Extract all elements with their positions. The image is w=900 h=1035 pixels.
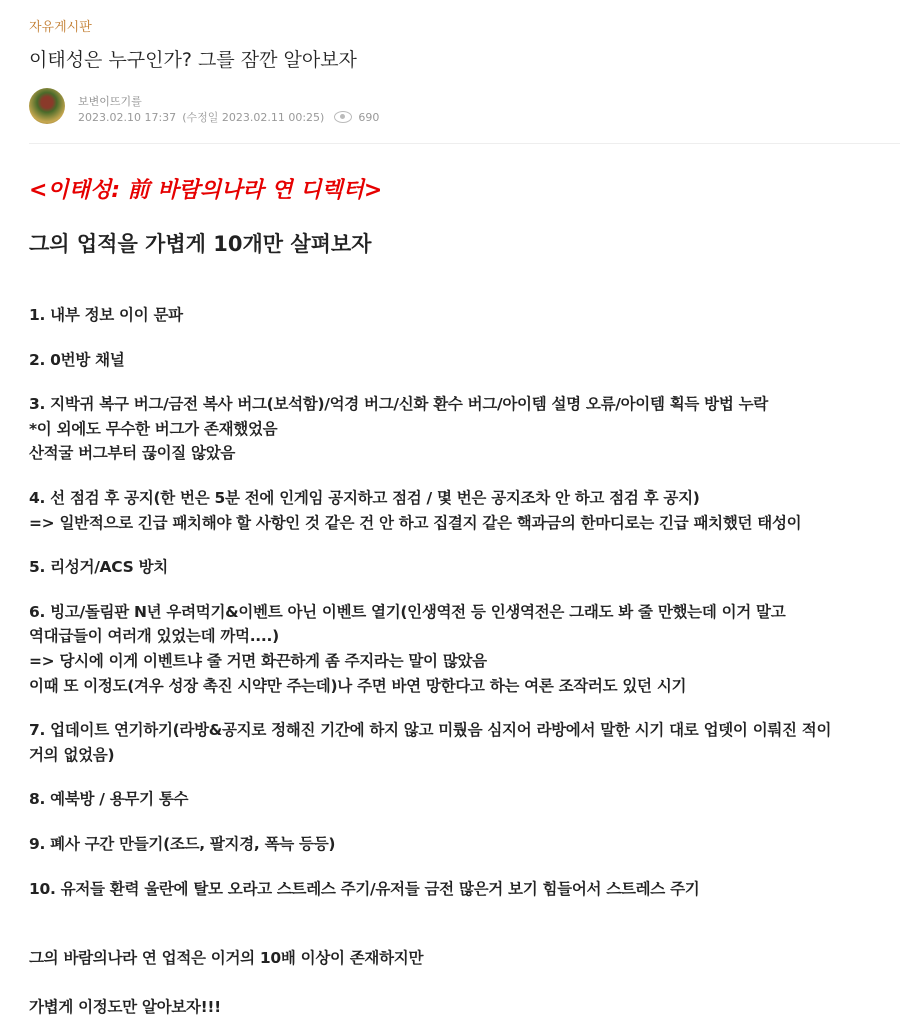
item-line: 6. 빙고/돌림판 N년 우려먹기&이벤트 아닌 이벤트 열기(인생역전 등 인생역전은 그래도 봐 줄 만했는데 이거 말고 — [29, 602, 786, 621]
item-line: => 당시에 이게 이벤트냐 줄 거면 화끈하게 좀 주지라는 말이 많았음 — [29, 651, 487, 670]
achievement-item — [29, 555, 889, 580]
item-line: 2. 0번방 채널 — [29, 350, 125, 369]
edited-date: (수정일 2023.02.11 00:25) — [182, 111, 325, 124]
item-line: 8. 예북방 / 용무기 통수 — [29, 790, 189, 809]
item-line: 3. 지박귀 복구 버그/금전 복사 버그(보석함)/억경 버그/신화 환수 버그/아이템 설명 오류/아이템 획득 방법 누락 — [29, 395, 768, 414]
item-line: 이때 또 이정도(겨우 성장 촉진 시약만 주는데)나 주면 바연 망한다고 하는 여론 조작러도 있던 시기 — [29, 676, 687, 695]
achievement-item — [29, 600, 889, 698]
item-line: 1. 내부 정보 이이 문파 — [29, 306, 183, 324]
item-line: 산적굴 버그부터 끊이질 않았음 — [29, 444, 236, 463]
achievement-item — [29, 877, 889, 902]
divider — [29, 143, 900, 144]
avatar[interactable] — [29, 88, 65, 124]
red-title: <이태성: 前 바람의나라 연 디렉터> — [29, 178, 383, 203]
item-line: 7. 업데이트 연기하기(라방&공지로 정해진 기간에 하지 않고 미뤘음 심지어 라방에서 말한 시기 대로 업뎃이 이뤄진 적이 — [29, 721, 832, 740]
closing-line: 가볍게 이정도만 알아보자!!! — [29, 997, 221, 1016]
achievement-item — [29, 392, 889, 466]
item-line: 거의 없었음) — [29, 745, 115, 764]
achievement-item — [29, 787, 889, 812]
item-line: *이 외에도 무수한 버그가 존재했었음 — [29, 419, 278, 438]
closing-1 — [29, 946, 889, 971]
achievement-item — [29, 832, 889, 857]
board-link[interactable]: 자유게시판 — [29, 20, 92, 35]
item-line: 4. 선 점검 후 공지(한 번은 5분 전에 인게임 공지하고 점검 / 몇 번은 공지조차 안 하고 점검 후 공지) — [29, 488, 700, 507]
item-line: 9. 폐사 구간 만들기(조드, 팔지경, 폭늑 등등) — [29, 834, 336, 853]
author-name[interactable]: 보변이뜨기를 — [78, 95, 142, 108]
achievement-item — [29, 486, 889, 535]
post-meta — [78, 109, 379, 125]
item-line: 10. 유저들 환력 울란에 탈모 오라고 스트레스 주기/유저들 금전 많은거 보기 힘들어서 스트레스 주기 — [29, 879, 700, 898]
achievement-item — [29, 718, 889, 767]
post-date: 2023.02.10 17:37 — [78, 110, 177, 124]
body-heading: 그의 업적을 가볍게 10개만 살펴보자 — [29, 232, 372, 256]
post-body — [29, 176, 889, 1019]
eye-icon — [334, 111, 352, 123]
post-title: 이태성은 누구인가? 그를 잠깐 알아보자 — [29, 49, 357, 71]
closing-line: 그의 바람의나라 연 업적은 이거의 10배 이상이 존재하지만 — [29, 949, 424, 968]
achievement-item — [29, 303, 889, 328]
view-count: 690 — [358, 110, 380, 124]
item-line: 5. 리성거/ACS 방치 — [29, 558, 168, 577]
item-line: 역대급들이 여러개 있었는데 까먹....) — [29, 627, 279, 646]
item-line: => 일반적으로 긴급 패치해야 할 사항인 것 같은 건 안 하고 집결지 같은 핵과금의 한마디로는 긴급 패치했던 태성이 — [29, 513, 802, 532]
closing-2 — [29, 995, 889, 1020]
achievement-item — [29, 348, 889, 373]
